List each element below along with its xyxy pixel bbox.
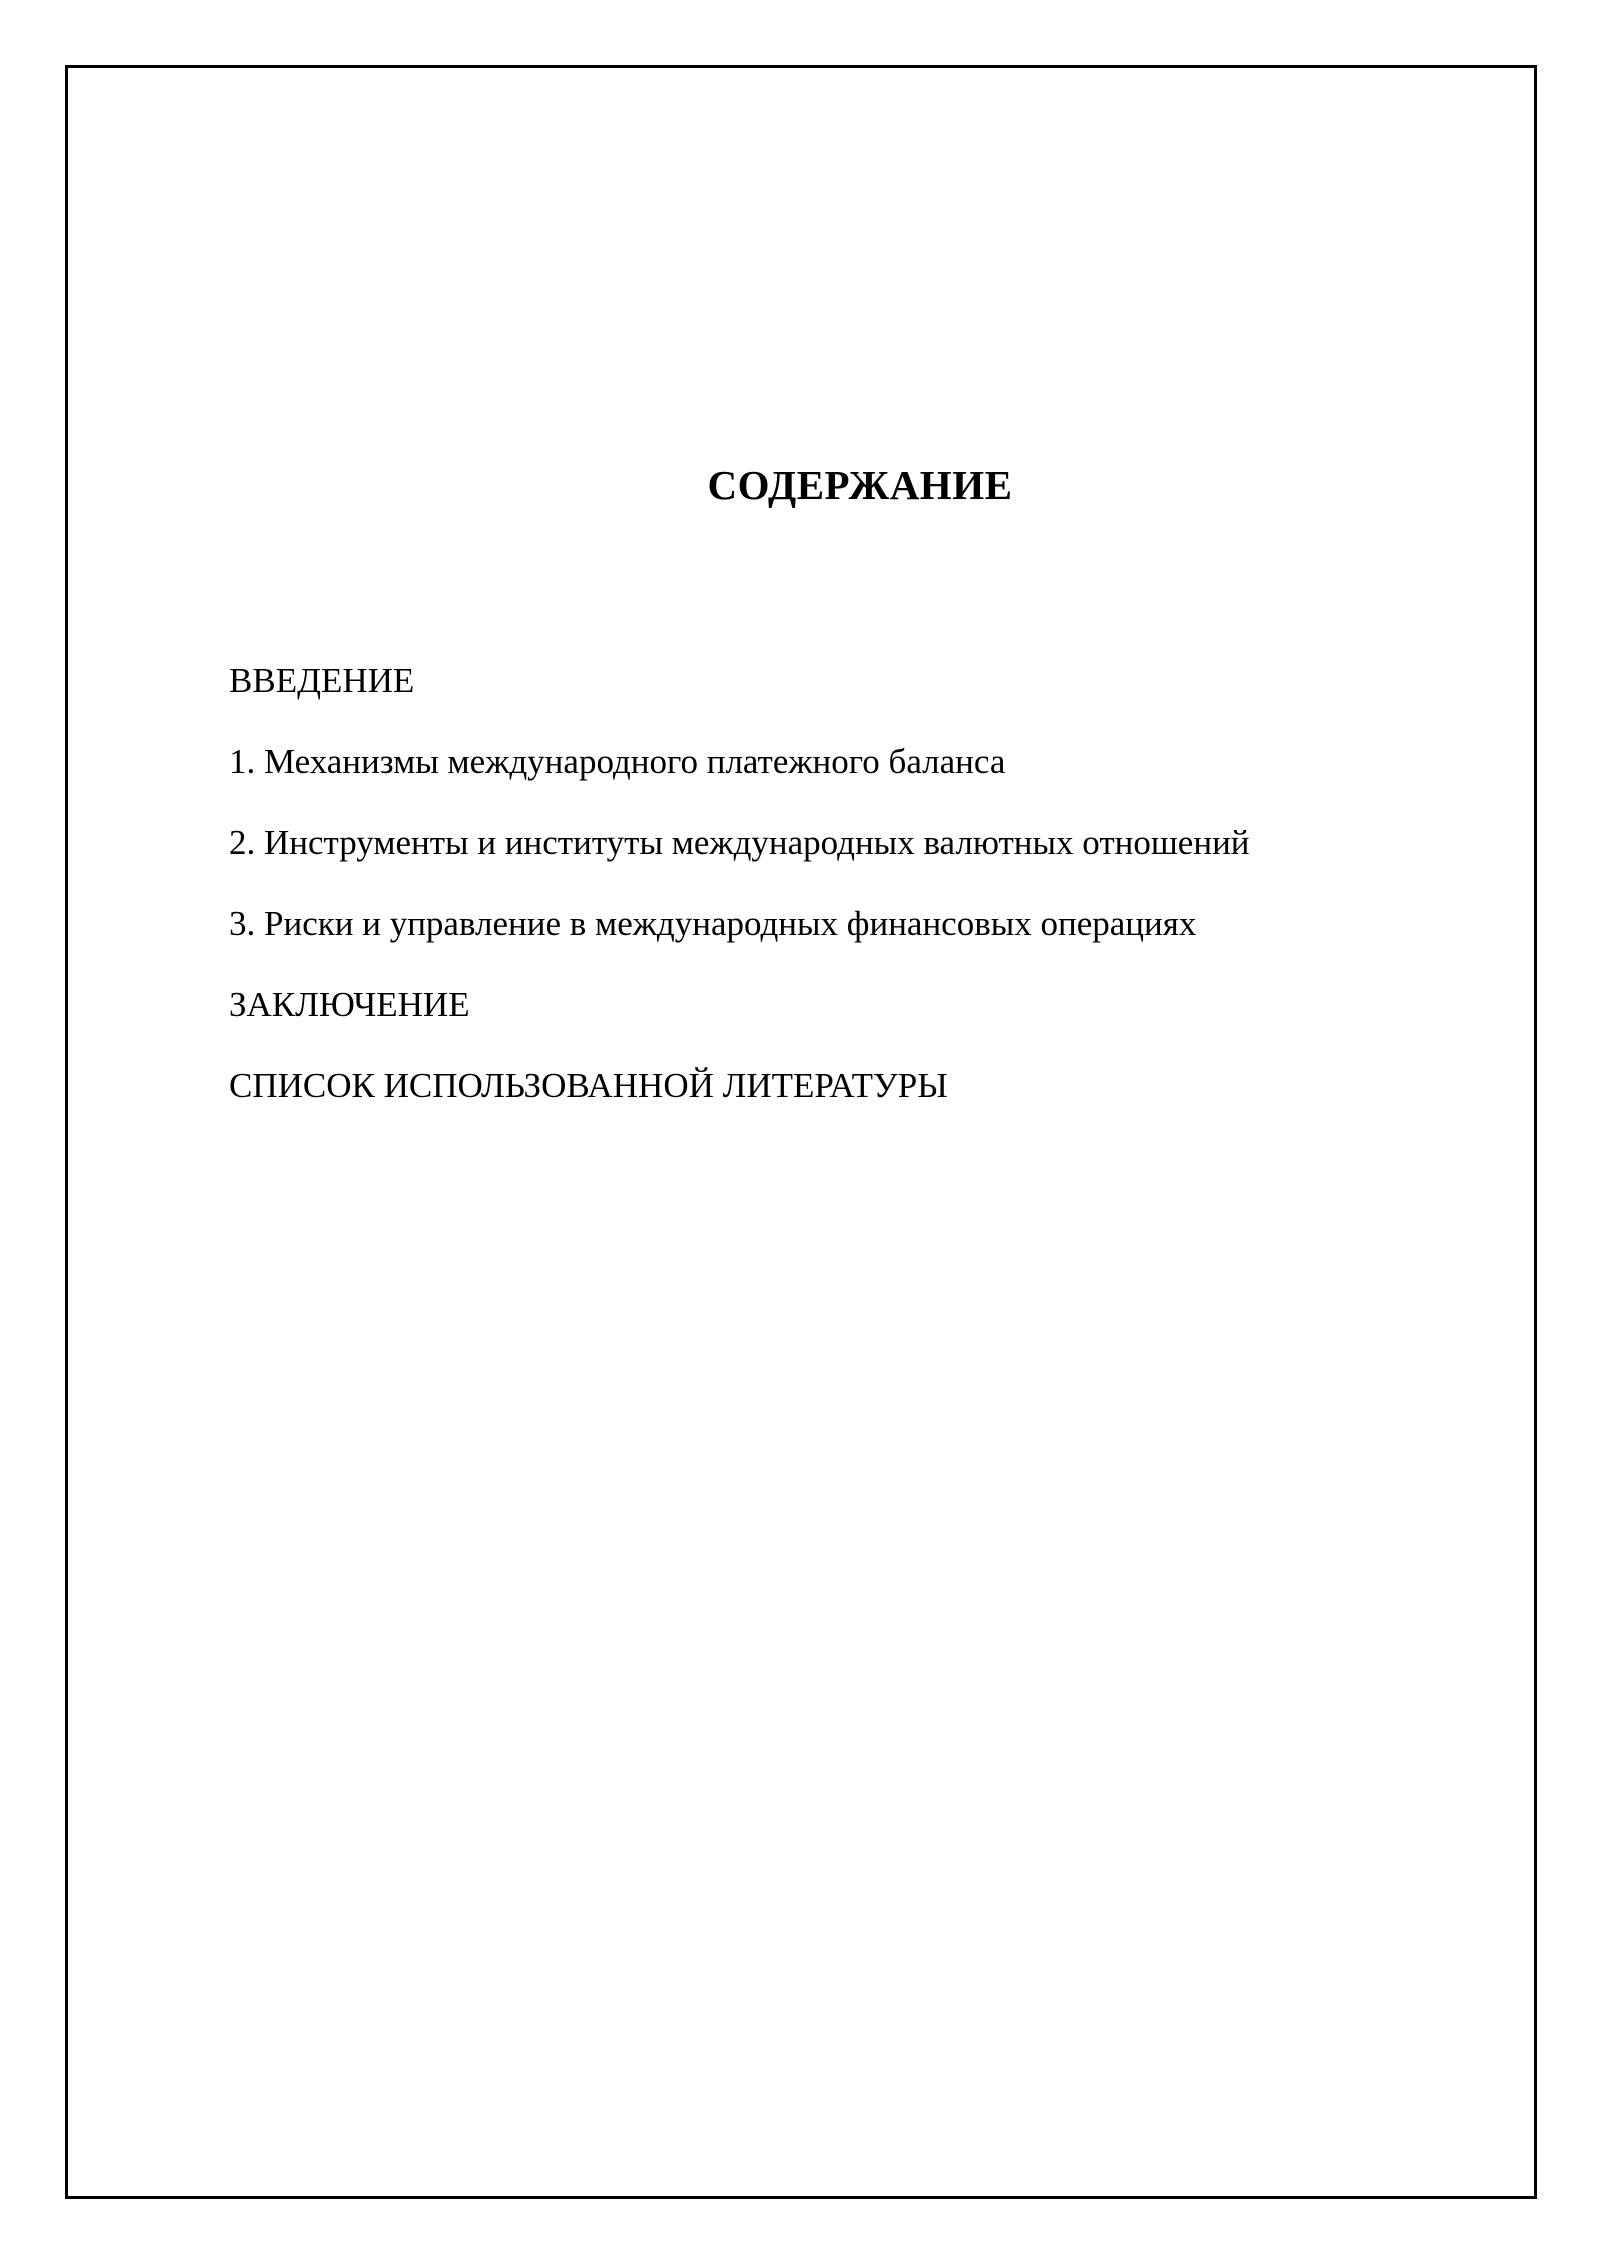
toc-item-introduction: ВВЕДЕНИЕ <box>229 661 415 700</box>
toc-item-chapter-3: 3. Риски и управление в международных финансовых операциях <box>229 904 1197 943</box>
toc-item-chapter-2: 2. Инструменты и институты международных валютных отношений <box>229 823 1250 862</box>
page-title: СОДЕРЖАНИЕ <box>707 462 1013 508</box>
table-of-contents <box>229 640 1250 1126</box>
page-border <box>65 65 1537 2199</box>
toc-item-conclusion: ЗАКЛЮЧЕНИЕ <box>229 985 470 1024</box>
toc-item-chapter-1: 1. Механизмы международного платежного баланса <box>229 742 1006 781</box>
toc-item-references: СПИСОК ИСПОЛЬЗОВАННОЙ ЛИТЕРАТУРЫ <box>229 1066 948 1105</box>
